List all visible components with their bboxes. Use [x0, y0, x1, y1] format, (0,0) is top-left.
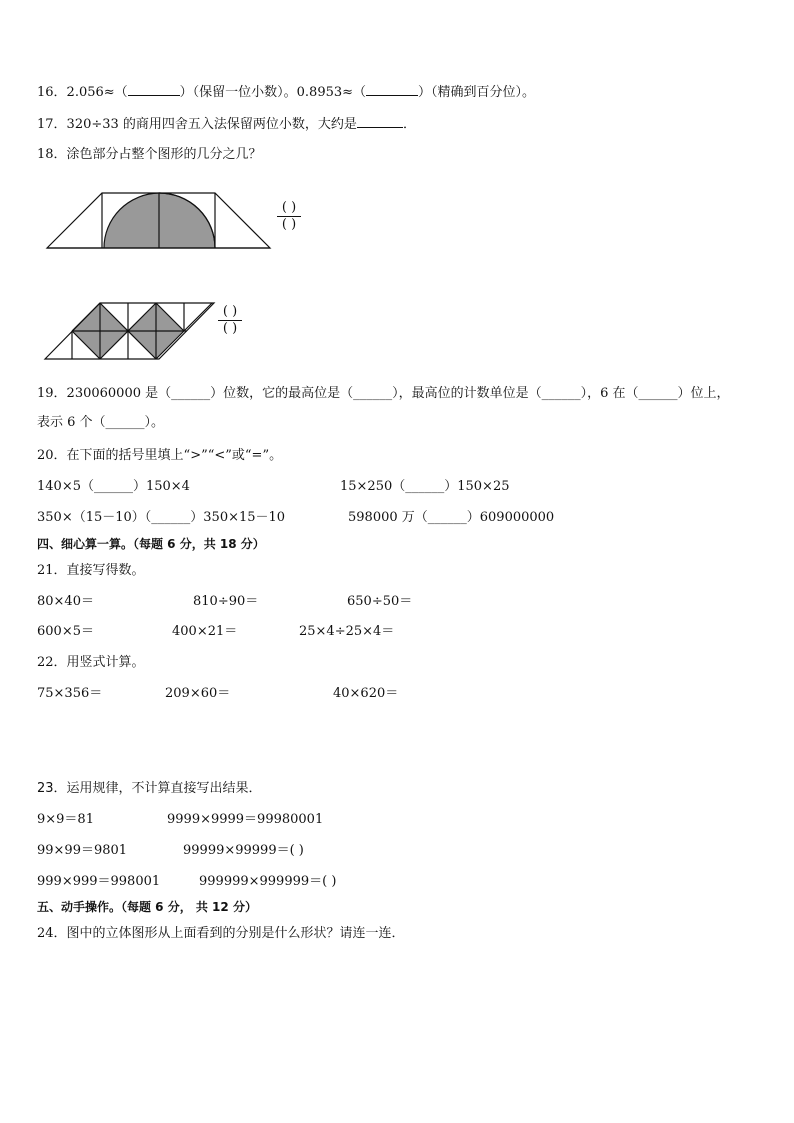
q16-answer-blank-1[interactable]	[128, 83, 180, 96]
question-23: 23．运用规律，不计算直接写出结果．	[37, 781, 262, 796]
question-19-line-1: 19．230060000 是（______）位数，它的最高位是（______），最高位的计数单位是（______），6 在（______）位上，	[37, 386, 730, 401]
q21-item-3: 650÷50＝	[347, 594, 413, 609]
q21-item-1: 80×40＝	[37, 594, 94, 609]
figure-parallelogram	[42, 300, 218, 362]
fraction-answer-1[interactable]	[274, 200, 304, 233]
question-17	[37, 115, 416, 134]
q17-answer-blank[interactable]	[357, 115, 403, 128]
q17-part2: ．	[402, 117, 416, 132]
section-4-title: 四、细心算一算。（每题 6 分，共 18 分）	[37, 537, 265, 551]
q20-item-1: 140×5（______）150×4	[37, 479, 190, 494]
question-22: 22．用竖式计算。	[37, 655, 145, 670]
q21-item-4: 600×5＝	[37, 624, 94, 639]
q23-row-1-left: 9×9＝81	[37, 812, 94, 827]
q20-item-2: 15×250（______）150×25	[340, 479, 510, 494]
fraction-1-denominator: ( )	[281, 217, 297, 232]
q21-item-5: 400×21＝	[172, 624, 238, 639]
q23-row-2-left: 99×99＝9801	[37, 843, 128, 858]
q20-item-4: 598000 万（______）609000000	[348, 510, 555, 525]
q16-part1: 16．2.056≈（	[37, 85, 128, 100]
q21-item-2: 810÷90＝	[193, 594, 259, 609]
question-21: 21．直接写得数。	[37, 563, 145, 578]
question-20: 20．在下面的括号里填上“>”“<”或“=”。	[37, 448, 283, 463]
figure-trapezoid	[44, 190, 276, 252]
q22-item-3: 40×620＝	[333, 686, 399, 701]
question-19-line-2: 表示 6 个（______）。	[37, 415, 165, 430]
q23-row-3-right: 999999×999999＝( )	[199, 874, 337, 889]
q21-item-6: 25×4÷25×4＝	[299, 624, 395, 639]
fraction-1-numerator: ( )	[281, 200, 297, 215]
q22-item-2: 209×60＝	[165, 686, 231, 701]
q16-part2: ）（保留一位小数）。0.8953≈（	[179, 85, 367, 100]
q17-part1: 17．320÷33 的商用四舍五入法保留两位小数，大约是	[37, 117, 357, 132]
section-5-title: 五、动手操作。（每题 6 分， 共 12 分）	[37, 900, 257, 914]
question-24: 24．图中的立体图形从上面看到的分别是什么形状？请连一连．	[37, 926, 405, 941]
q16-answer-blank-2[interactable]	[366, 83, 418, 96]
fraction-answer-2[interactable]	[215, 304, 245, 337]
q16-part3: ）（精确到百分位）。	[418, 85, 536, 100]
q23-row-1-right: 9999×9999＝99980001	[167, 812, 324, 827]
fraction-2-denominator: ( )	[222, 321, 238, 336]
q22-item-1: 75×356＝	[37, 686, 103, 701]
fraction-2-numerator: ( )	[222, 304, 238, 319]
question-18: 18．涂色部分占整个图形的几分之几？	[37, 147, 262, 162]
q20-item-3: 350×（15－10）（______）350×15－10	[37, 510, 286, 525]
q23-row-2-right: 99999×99999＝( )	[183, 843, 304, 858]
q23-row-3-left: 999×999＝998001	[37, 874, 161, 889]
question-16	[37, 83, 535, 102]
